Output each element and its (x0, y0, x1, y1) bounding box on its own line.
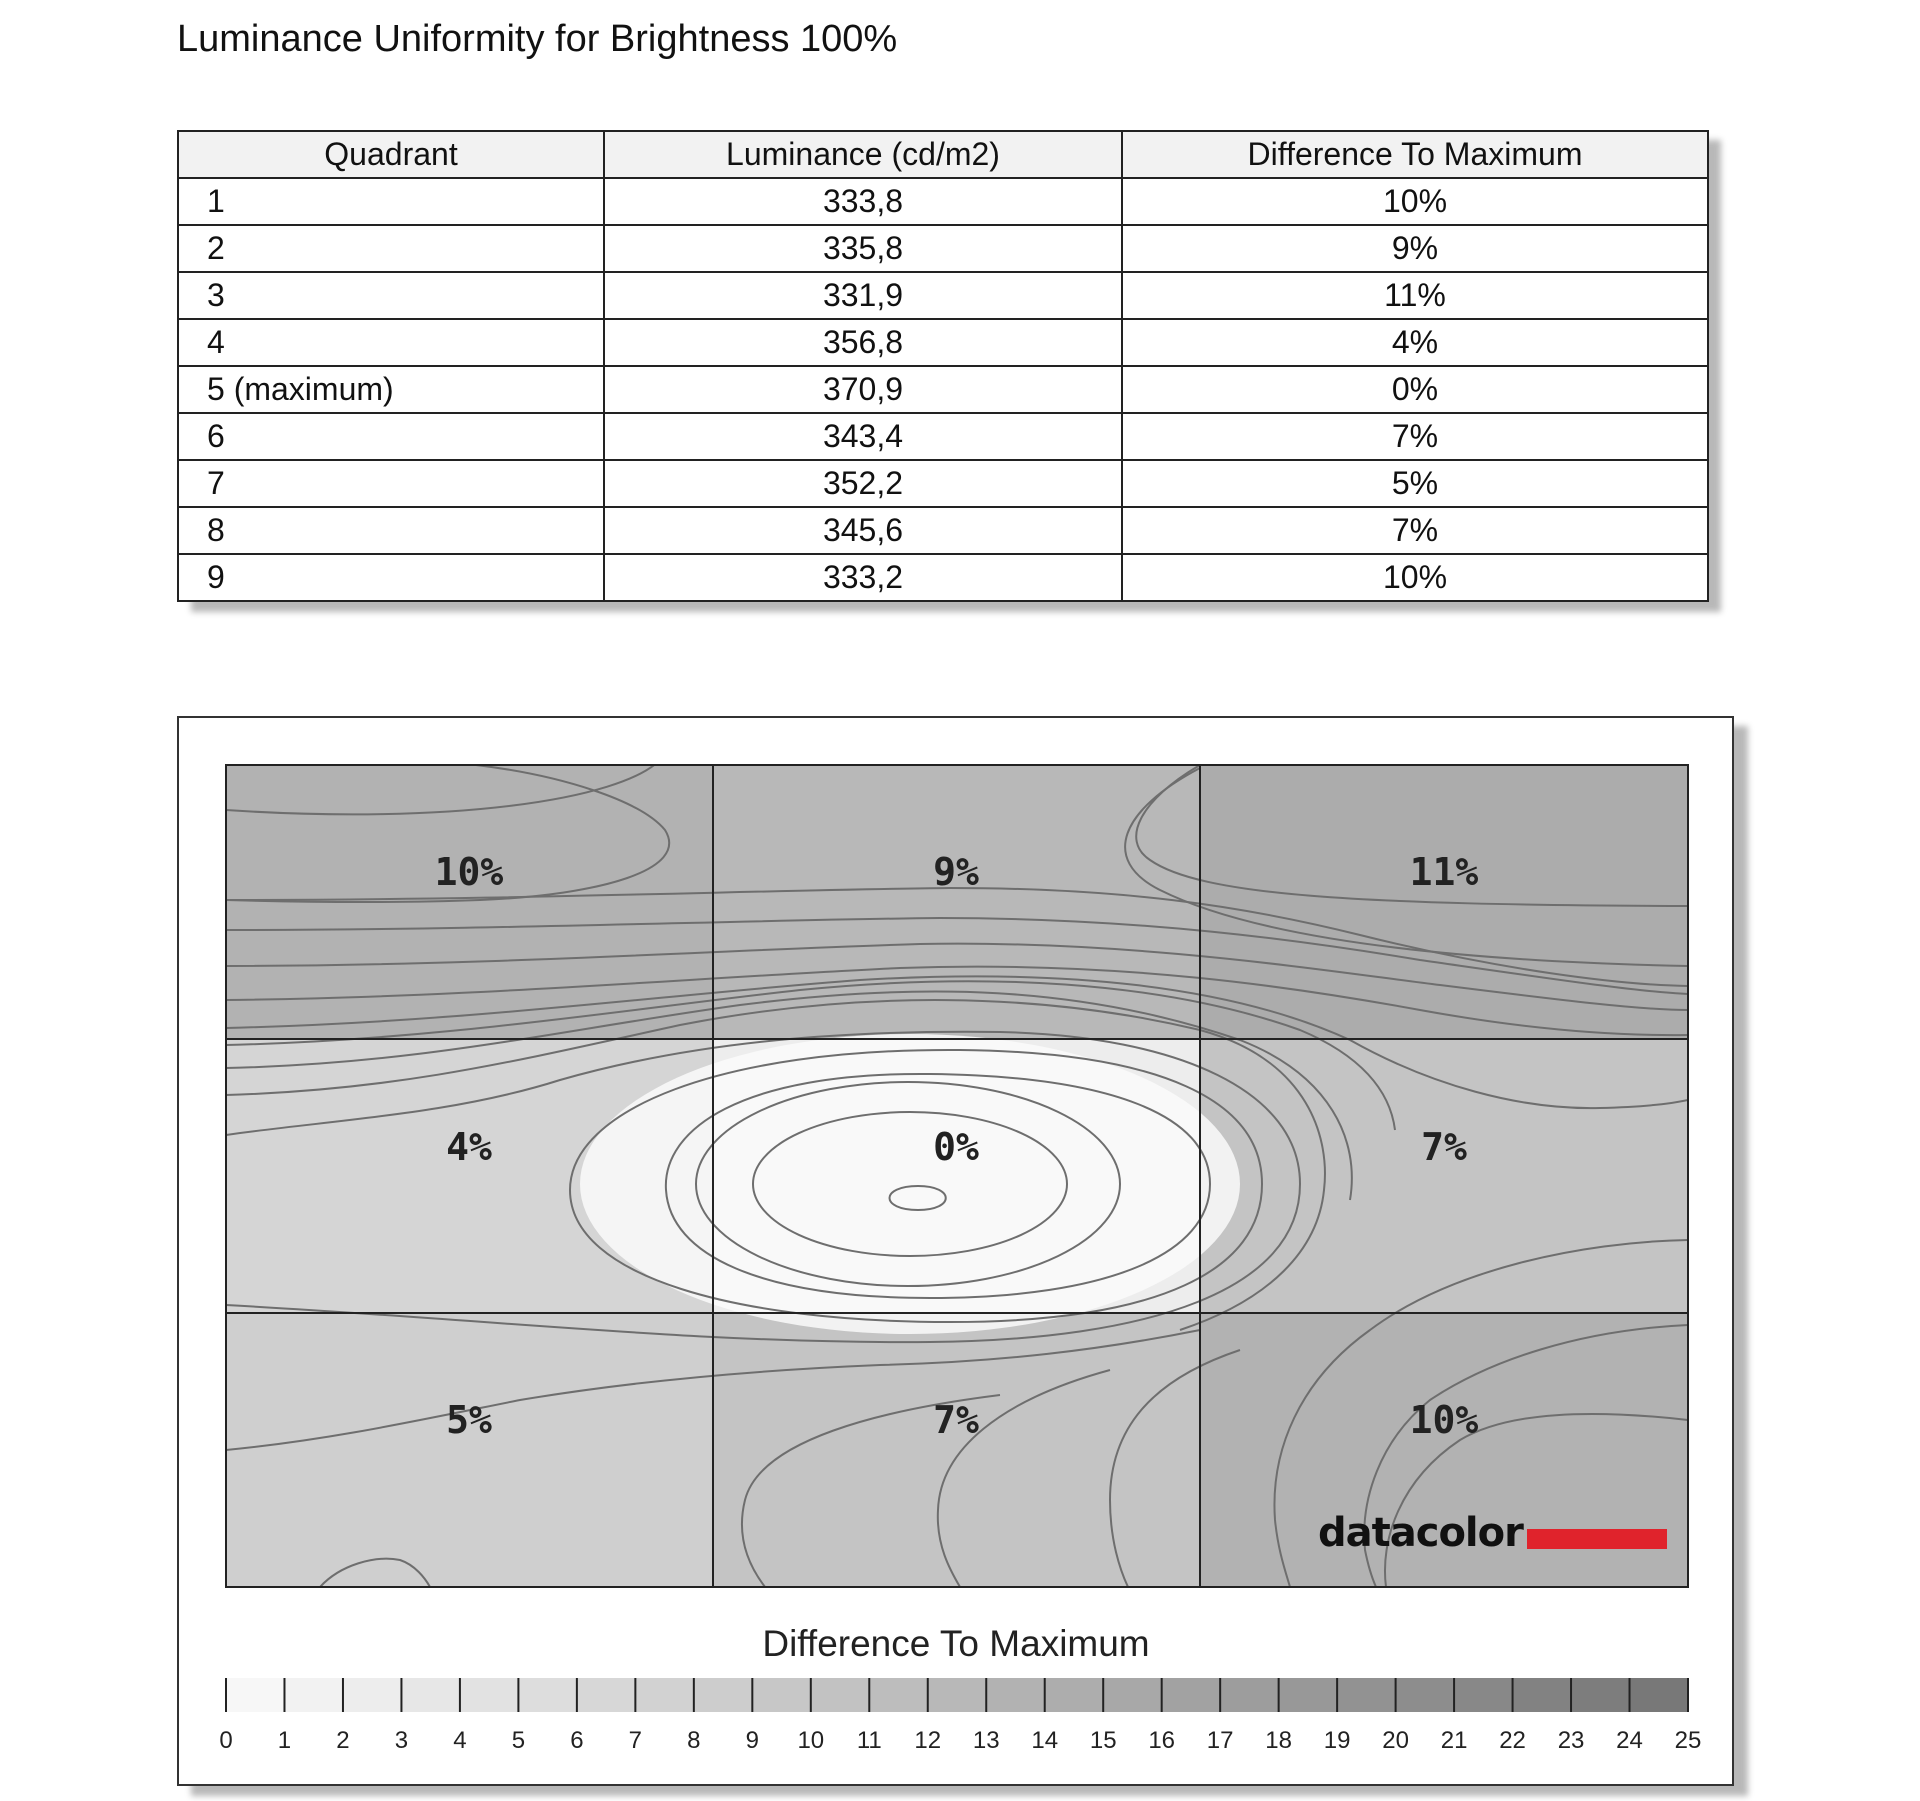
cell-quadrant: 6 (178, 413, 604, 460)
cell-luminance: 333,8 (604, 178, 1122, 225)
colorbar-tick-label: 24 (1616, 1727, 1643, 1754)
cell-label: 7% (1421, 1125, 1467, 1169)
colorbar-segment (1454, 1678, 1513, 1712)
cell-quadrant: 9 (178, 554, 604, 601)
cell-difference: 5% (1122, 460, 1708, 507)
colorbar-segment (1337, 1678, 1396, 1712)
colorbar-segment (635, 1678, 694, 1712)
colorbar-segment (811, 1678, 870, 1712)
cell-luminance: 331,9 (604, 272, 1122, 319)
cell-difference: 11% (1122, 272, 1708, 319)
colorbar-tick-label: 7 (628, 1727, 643, 1754)
colorbar-segment (343, 1678, 402, 1712)
colorbar-tick-label: 18 (1265, 1727, 1292, 1754)
cell-quadrant: 3 (178, 272, 604, 319)
cell-label: 5% (446, 1398, 492, 1442)
colorbar-segment (1396, 1678, 1455, 1712)
logo-text: datacolor (1318, 1510, 1523, 1556)
header-difference: Difference To Maximum (1122, 131, 1708, 178)
colorbar-tick-label: 3 (394, 1727, 409, 1754)
colorbar-segment (986, 1678, 1045, 1712)
colorbar-tick-label: 2 (336, 1727, 350, 1754)
colorbar-segment (518, 1678, 577, 1712)
cell-difference: 10% (1122, 178, 1708, 225)
colorbar-segment (460, 1678, 519, 1712)
colorbar-segment (869, 1678, 928, 1712)
cell-quadrant: 8 (178, 507, 604, 554)
cell-difference: 9% (1122, 225, 1708, 272)
heatmap-cell (1201, 1039, 1689, 1314)
colorbar-segment (1279, 1678, 1338, 1712)
cell-luminance: 352,2 (604, 460, 1122, 507)
colorbar-segment (1571, 1678, 1630, 1712)
colorbar-segment (1220, 1678, 1279, 1712)
colorbar-tick-label: 15 (1089, 1727, 1117, 1754)
heatmap-cell (713, 1313, 1201, 1588)
cell-difference: 7% (1122, 413, 1708, 460)
colorbar-tick-label: 1 (277, 1727, 292, 1754)
colorbar-segment (928, 1678, 987, 1712)
cell-label: 9% (933, 850, 979, 894)
colorbar-label: Difference To Maximum (762, 1623, 1150, 1664)
page-title: Luminance Uniformity for Brightness 100% (177, 18, 898, 60)
cell-luminance: 370,9 (604, 366, 1122, 413)
colorbar-tick-label: 4 (453, 1727, 467, 1754)
colorbar-segment (1630, 1678, 1689, 1712)
cell-label: 10% (434, 850, 504, 894)
colorbar-tick-label: 9 (745, 1727, 759, 1754)
colorbar-tick-label: 16 (1148, 1727, 1176, 1754)
colorbar-segment (1513, 1678, 1572, 1712)
colorbar-segment (752, 1678, 811, 1712)
colorbar-tick-label: 23 (1557, 1727, 1585, 1754)
cell-label: 11% (1409, 850, 1479, 894)
colorbar-tick-label: 20 (1382, 1727, 1409, 1754)
colorbar-tick-label: 22 (1499, 1727, 1526, 1754)
cell-difference: 4% (1122, 319, 1708, 366)
colorbar-tick-label: 25 (1674, 1727, 1702, 1754)
cell-difference: 0% (1122, 366, 1708, 413)
colorbar-segment (577, 1678, 636, 1712)
cell-label: 7% (933, 1398, 979, 1442)
colorbar-segment (1045, 1678, 1104, 1712)
cell-luminance: 343,4 (604, 413, 1122, 460)
cell-difference: 10% (1122, 554, 1708, 601)
colorbar-tick-label: 5 (511, 1727, 526, 1754)
colorbar-tick-label: 12 (914, 1727, 942, 1754)
colorbar (219, 1678, 1701, 1754)
colorbar-tick-label: 6 (570, 1727, 584, 1754)
colorbar-segment (401, 1678, 460, 1712)
header-luminance: Luminance (cd/m2) (604, 131, 1122, 178)
colorbar-tick-label: 0 (219, 1727, 233, 1754)
cell-quadrant: 5 (maximum) (178, 366, 604, 413)
cell-luminance: 333,2 (604, 554, 1122, 601)
cell-luminance: 335,8 (604, 225, 1122, 272)
cell-quadrant: 1 (178, 178, 604, 225)
colorbar-tick-label: 21 (1440, 1727, 1468, 1754)
colorbar-tick-label: 17 (1206, 1727, 1234, 1754)
colorbar-segment (1103, 1678, 1162, 1712)
heatmap-cell (226, 1313, 714, 1588)
cell-luminance: 356,8 (604, 319, 1122, 366)
cell-label: 0% (933, 1125, 979, 1169)
colorbar-segment (284, 1678, 343, 1712)
colorbar-tick-label: 11 (856, 1727, 882, 1754)
colorbar-segment (226, 1678, 285, 1712)
heatmap-cell (713, 765, 1201, 1040)
cell-difference: 7% (1122, 507, 1708, 554)
cell-label: 10% (1409, 1398, 1479, 1442)
cell-label: 4% (446, 1125, 492, 1169)
cell-quadrant: 2 (178, 225, 604, 272)
logo-red-bar (1527, 1529, 1667, 1549)
colorbar-tick-label: 14 (1031, 1727, 1059, 1754)
colorbar-tick-label: 19 (1323, 1727, 1351, 1754)
header-quadrant: Quadrant (178, 131, 604, 178)
colorbar-segment (1162, 1678, 1221, 1712)
cell-luminance: 345,6 (604, 507, 1122, 554)
colorbar-tick-label: 13 (972, 1727, 1000, 1754)
colorbar-tick-label: 8 (687, 1727, 701, 1754)
colorbar-segment (694, 1678, 753, 1712)
cell-quadrant: 4 (178, 319, 604, 366)
colorbar-tick-label: 10 (797, 1727, 825, 1754)
datacolor-logo (1318, 1510, 1667, 1556)
cell-quadrant: 7 (178, 460, 604, 507)
